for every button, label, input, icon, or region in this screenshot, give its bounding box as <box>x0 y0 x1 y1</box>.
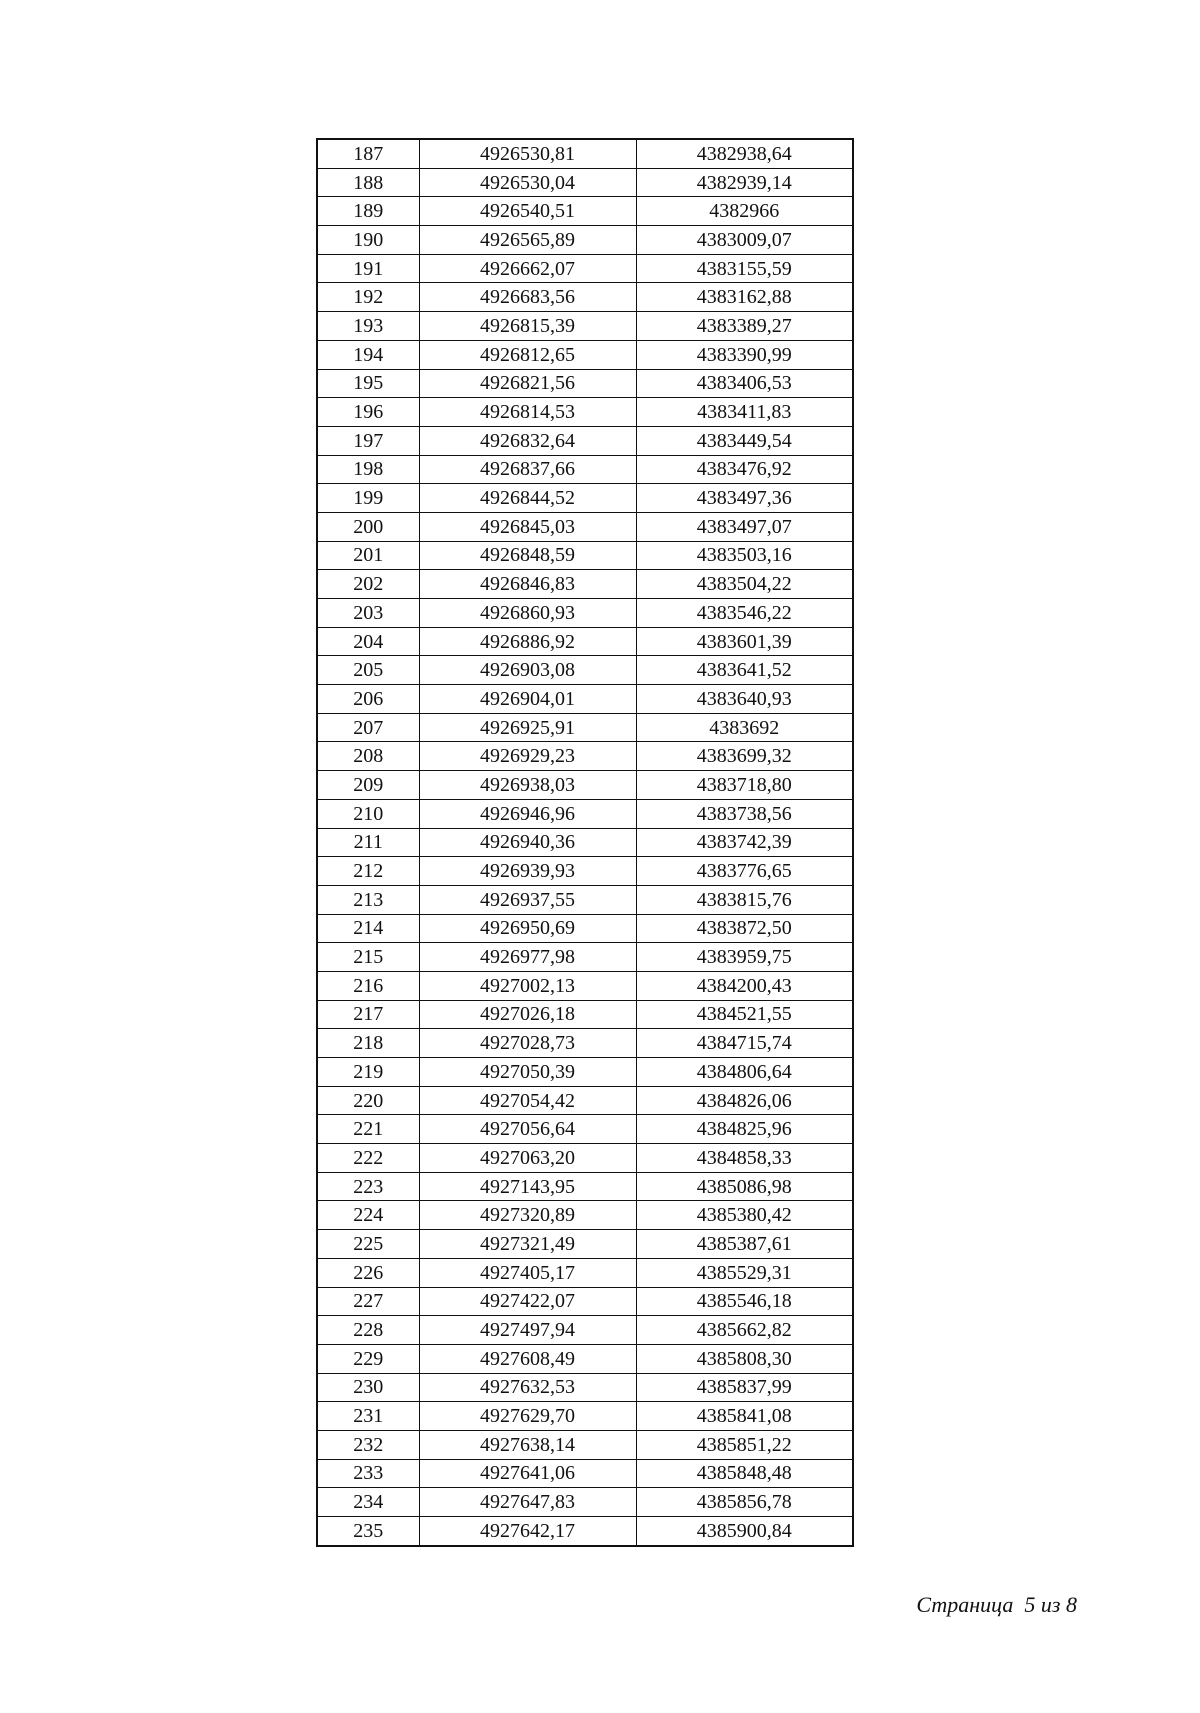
x-coordinate-cell: 4926846,83 <box>419 570 636 599</box>
point-number-cell: 196 <box>317 398 419 427</box>
point-number-cell: 199 <box>317 484 419 513</box>
x-coordinate-cell: 4926939,93 <box>419 857 636 886</box>
point-number-cell: 210 <box>317 799 419 828</box>
table-row <box>317 971 853 1000</box>
point-number-cell: 208 <box>317 742 419 771</box>
point-number-cell: 204 <box>317 627 419 656</box>
y-coordinate-cell: 4383601,39 <box>636 627 853 656</box>
table-row <box>317 541 853 570</box>
y-coordinate-cell: 4383699,32 <box>636 742 853 771</box>
point-number-cell: 214 <box>317 914 419 943</box>
y-coordinate-cell: 4385851,22 <box>636 1430 853 1459</box>
x-coordinate-cell: 4926812,65 <box>419 340 636 369</box>
table-row <box>317 943 853 972</box>
y-coordinate-cell: 4384806,64 <box>636 1058 853 1087</box>
x-coordinate-cell: 4926683,56 <box>419 283 636 312</box>
x-coordinate-cell: 4926662,07 <box>419 254 636 283</box>
y-coordinate-cell: 4385546,18 <box>636 1287 853 1316</box>
point-number-cell: 212 <box>317 857 419 886</box>
point-number-cell: 195 <box>317 369 419 398</box>
point-number-cell: 222 <box>317 1144 419 1173</box>
table-row <box>317 1029 853 1058</box>
y-coordinate-cell: 4383738,56 <box>636 799 853 828</box>
y-coordinate-cell: 4384200,43 <box>636 971 853 1000</box>
point-number-cell: 207 <box>317 713 419 742</box>
point-number-cell: 198 <box>317 455 419 484</box>
x-coordinate-cell: 4927642,17 <box>419 1517 636 1546</box>
point-number-cell: 223 <box>317 1172 419 1201</box>
x-coordinate-cell: 4927321,49 <box>419 1230 636 1259</box>
x-coordinate-cell: 4927629,70 <box>419 1402 636 1431</box>
point-number-cell: 233 <box>317 1459 419 1488</box>
table-row <box>317 685 853 714</box>
x-coordinate-cell: 4926938,03 <box>419 771 636 800</box>
point-number-cell: 231 <box>317 1402 419 1431</box>
x-coordinate-cell: 4926950,69 <box>419 914 636 943</box>
table-row <box>317 1459 853 1488</box>
x-coordinate-cell: 4927405,17 <box>419 1258 636 1287</box>
x-coordinate-cell: 4926904,01 <box>419 685 636 714</box>
y-coordinate-cell: 4383009,07 <box>636 226 853 255</box>
y-coordinate-cell: 4383742,39 <box>636 828 853 857</box>
coordinates-table <box>316 138 854 1547</box>
table-row <box>317 340 853 369</box>
point-number-cell: 197 <box>317 426 419 455</box>
table-row <box>317 512 853 541</box>
table-row <box>317 1287 853 1316</box>
y-coordinate-cell: 4384858,33 <box>636 1144 853 1173</box>
x-coordinate-cell: 4927497,94 <box>419 1316 636 1345</box>
y-coordinate-cell: 4385380,42 <box>636 1201 853 1230</box>
y-coordinate-cell: 4383476,92 <box>636 455 853 484</box>
y-coordinate-cell: 4382938,64 <box>636 139 853 168</box>
table-row <box>317 283 853 312</box>
point-number-cell: 188 <box>317 168 419 197</box>
point-number-cell: 192 <box>317 283 419 312</box>
table-row <box>317 254 853 283</box>
x-coordinate-cell: 4926946,96 <box>419 799 636 828</box>
y-coordinate-cell: 4385387,61 <box>636 1230 853 1259</box>
point-number-cell: 200 <box>317 512 419 541</box>
y-coordinate-cell: 4383641,52 <box>636 656 853 685</box>
x-coordinate-cell: 4926860,93 <box>419 599 636 628</box>
point-number-cell: 227 <box>317 1287 419 1316</box>
x-coordinate-cell: 4927002,13 <box>419 971 636 1000</box>
point-number-cell: 213 <box>317 885 419 914</box>
table-row <box>317 484 853 513</box>
table-row <box>317 1058 853 1087</box>
x-coordinate-cell: 4927054,42 <box>419 1086 636 1115</box>
y-coordinate-cell: 4383692 <box>636 713 853 742</box>
y-coordinate-cell: 4383497,07 <box>636 512 853 541</box>
y-coordinate-cell: 4383155,59 <box>636 254 853 283</box>
x-coordinate-cell: 4927056,64 <box>419 1115 636 1144</box>
point-number-cell: 193 <box>317 312 419 341</box>
x-coordinate-cell: 4927641,06 <box>419 1459 636 1488</box>
table-row <box>317 742 853 771</box>
table-row <box>317 1488 853 1517</box>
x-coordinate-cell: 4926940,36 <box>419 828 636 857</box>
y-coordinate-cell: 4383503,16 <box>636 541 853 570</box>
y-coordinate-cell: 4385086,98 <box>636 1172 853 1201</box>
x-coordinate-cell: 4926565,89 <box>419 226 636 255</box>
table-row <box>317 771 853 800</box>
point-number-cell: 203 <box>317 599 419 628</box>
y-coordinate-cell: 4384715,74 <box>636 1029 853 1058</box>
y-coordinate-cell: 4385662,82 <box>636 1316 853 1345</box>
table-row <box>317 1316 853 1345</box>
y-coordinate-cell: 4385837,99 <box>636 1373 853 1402</box>
x-coordinate-cell: 4927422,07 <box>419 1287 636 1316</box>
point-number-cell: 224 <box>317 1201 419 1230</box>
x-coordinate-cell: 4926977,98 <box>419 943 636 972</box>
table-row <box>317 627 853 656</box>
point-number-cell: 226 <box>317 1258 419 1287</box>
point-number-cell: 219 <box>317 1058 419 1087</box>
y-coordinate-cell: 4383389,27 <box>636 312 853 341</box>
table-row <box>317 1373 853 1402</box>
x-coordinate-cell: 4927026,18 <box>419 1000 636 1029</box>
table-row <box>317 398 853 427</box>
x-coordinate-cell: 4926530,04 <box>419 168 636 197</box>
x-coordinate-cell: 4927063,20 <box>419 1144 636 1173</box>
point-number-cell: 235 <box>317 1517 419 1546</box>
table-row <box>317 312 853 341</box>
x-coordinate-cell: 4926540,51 <box>419 197 636 226</box>
x-coordinate-cell: 4926844,52 <box>419 484 636 513</box>
table-row <box>317 426 853 455</box>
table-row <box>317 828 853 857</box>
point-number-cell: 209 <box>317 771 419 800</box>
y-coordinate-cell: 4385856,78 <box>636 1488 853 1517</box>
x-coordinate-cell: 4927608,49 <box>419 1344 636 1373</box>
y-coordinate-cell: 4383504,22 <box>636 570 853 599</box>
point-number-cell: 228 <box>317 1316 419 1345</box>
y-coordinate-cell: 4382966 <box>636 197 853 226</box>
table-row <box>317 885 853 914</box>
point-number-cell: 201 <box>317 541 419 570</box>
table-row <box>317 197 853 226</box>
table-row <box>317 656 853 685</box>
point-number-cell: 190 <box>317 226 419 255</box>
x-coordinate-cell: 4927050,39 <box>419 1058 636 1087</box>
x-coordinate-cell: 4926814,53 <box>419 398 636 427</box>
x-coordinate-cell: 4927143,95 <box>419 1172 636 1201</box>
table-row <box>317 914 853 943</box>
y-coordinate-cell: 4383546,22 <box>636 599 853 628</box>
y-coordinate-cell: 4385900,84 <box>636 1517 853 1546</box>
table-row <box>317 1144 853 1173</box>
x-coordinate-cell: 4926815,39 <box>419 312 636 341</box>
point-number-cell: 215 <box>317 943 419 972</box>
point-number-cell: 221 <box>317 1115 419 1144</box>
table-row <box>317 570 853 599</box>
table-row <box>317 1000 853 1029</box>
point-number-cell: 187 <box>317 139 419 168</box>
table-row <box>317 1402 853 1431</box>
point-number-cell: 234 <box>317 1488 419 1517</box>
table-row <box>317 599 853 628</box>
y-coordinate-cell: 4382939,14 <box>636 168 853 197</box>
table-row <box>317 1201 853 1230</box>
y-coordinate-cell: 4384826,06 <box>636 1086 853 1115</box>
y-coordinate-cell: 4383640,93 <box>636 685 853 714</box>
table-row <box>317 1517 853 1546</box>
x-coordinate-cell: 4927638,14 <box>419 1430 636 1459</box>
table-row <box>317 799 853 828</box>
y-coordinate-cell: 4384825,96 <box>636 1115 853 1144</box>
x-coordinate-cell: 4926821,56 <box>419 369 636 398</box>
table-row <box>317 1086 853 1115</box>
table-row <box>317 857 853 886</box>
y-coordinate-cell: 4383815,76 <box>636 885 853 914</box>
table-row <box>317 455 853 484</box>
point-number-cell: 232 <box>317 1430 419 1459</box>
x-coordinate-cell: 4926925,91 <box>419 713 636 742</box>
x-coordinate-cell: 4926903,08 <box>419 656 636 685</box>
y-coordinate-cell: 4383497,36 <box>636 484 853 513</box>
x-coordinate-cell: 4927320,89 <box>419 1201 636 1230</box>
y-coordinate-cell: 4385529,31 <box>636 1258 853 1287</box>
table-row <box>317 1430 853 1459</box>
x-coordinate-cell: 4926530,81 <box>419 139 636 168</box>
point-number-cell: 206 <box>317 685 419 714</box>
point-number-cell: 211 <box>317 828 419 857</box>
point-number-cell: 191 <box>317 254 419 283</box>
point-number-cell: 216 <box>317 971 419 1000</box>
point-number-cell: 225 <box>317 1230 419 1259</box>
point-number-cell: 217 <box>317 1000 419 1029</box>
x-coordinate-cell: 4926929,23 <box>419 742 636 771</box>
y-coordinate-cell: 4385808,30 <box>636 1344 853 1373</box>
y-coordinate-cell: 4385841,08 <box>636 1402 853 1431</box>
table-row <box>317 139 853 168</box>
y-coordinate-cell: 4385848,48 <box>636 1459 853 1488</box>
point-number-cell: 230 <box>317 1373 419 1402</box>
y-coordinate-cell: 4383872,50 <box>636 914 853 943</box>
point-number-cell: 218 <box>317 1029 419 1058</box>
y-coordinate-cell: 4383390,99 <box>636 340 853 369</box>
y-coordinate-cell: 4383406,53 <box>636 369 853 398</box>
x-coordinate-cell: 4926837,66 <box>419 455 636 484</box>
table-row <box>317 713 853 742</box>
x-coordinate-cell: 4926848,59 <box>419 541 636 570</box>
x-coordinate-cell: 4926832,64 <box>419 426 636 455</box>
x-coordinate-cell: 4926845,03 <box>419 512 636 541</box>
y-coordinate-cell: 4383718,80 <box>636 771 853 800</box>
table-row <box>317 1115 853 1144</box>
point-number-cell: 220 <box>317 1086 419 1115</box>
table-row <box>317 168 853 197</box>
point-number-cell: 229 <box>317 1344 419 1373</box>
page-number-footer: Страница 5 из 8 <box>916 1592 1077 1617</box>
point-number-cell: 205 <box>317 656 419 685</box>
y-coordinate-cell: 4383449,54 <box>636 426 853 455</box>
coordinates-table-body <box>317 139 853 1546</box>
x-coordinate-cell: 4926937,55 <box>419 885 636 914</box>
x-coordinate-cell: 4927647,83 <box>419 1488 636 1517</box>
y-coordinate-cell: 4383959,75 <box>636 943 853 972</box>
y-coordinate-cell: 4383411,83 <box>636 398 853 427</box>
x-coordinate-cell: 4926886,92 <box>419 627 636 656</box>
point-number-cell: 189 <box>317 197 419 226</box>
table-row <box>317 369 853 398</box>
x-coordinate-cell: 4927632,53 <box>419 1373 636 1402</box>
table-row <box>317 226 853 255</box>
table-row <box>317 1258 853 1287</box>
y-coordinate-cell: 4384521,55 <box>636 1000 853 1029</box>
point-number-cell: 194 <box>317 340 419 369</box>
point-number-cell: 202 <box>317 570 419 599</box>
y-coordinate-cell: 4383776,65 <box>636 857 853 886</box>
table-row <box>317 1172 853 1201</box>
table-row <box>317 1230 853 1259</box>
x-coordinate-cell: 4927028,73 <box>419 1029 636 1058</box>
table-row <box>317 1344 853 1373</box>
y-coordinate-cell: 4383162,88 <box>636 283 853 312</box>
